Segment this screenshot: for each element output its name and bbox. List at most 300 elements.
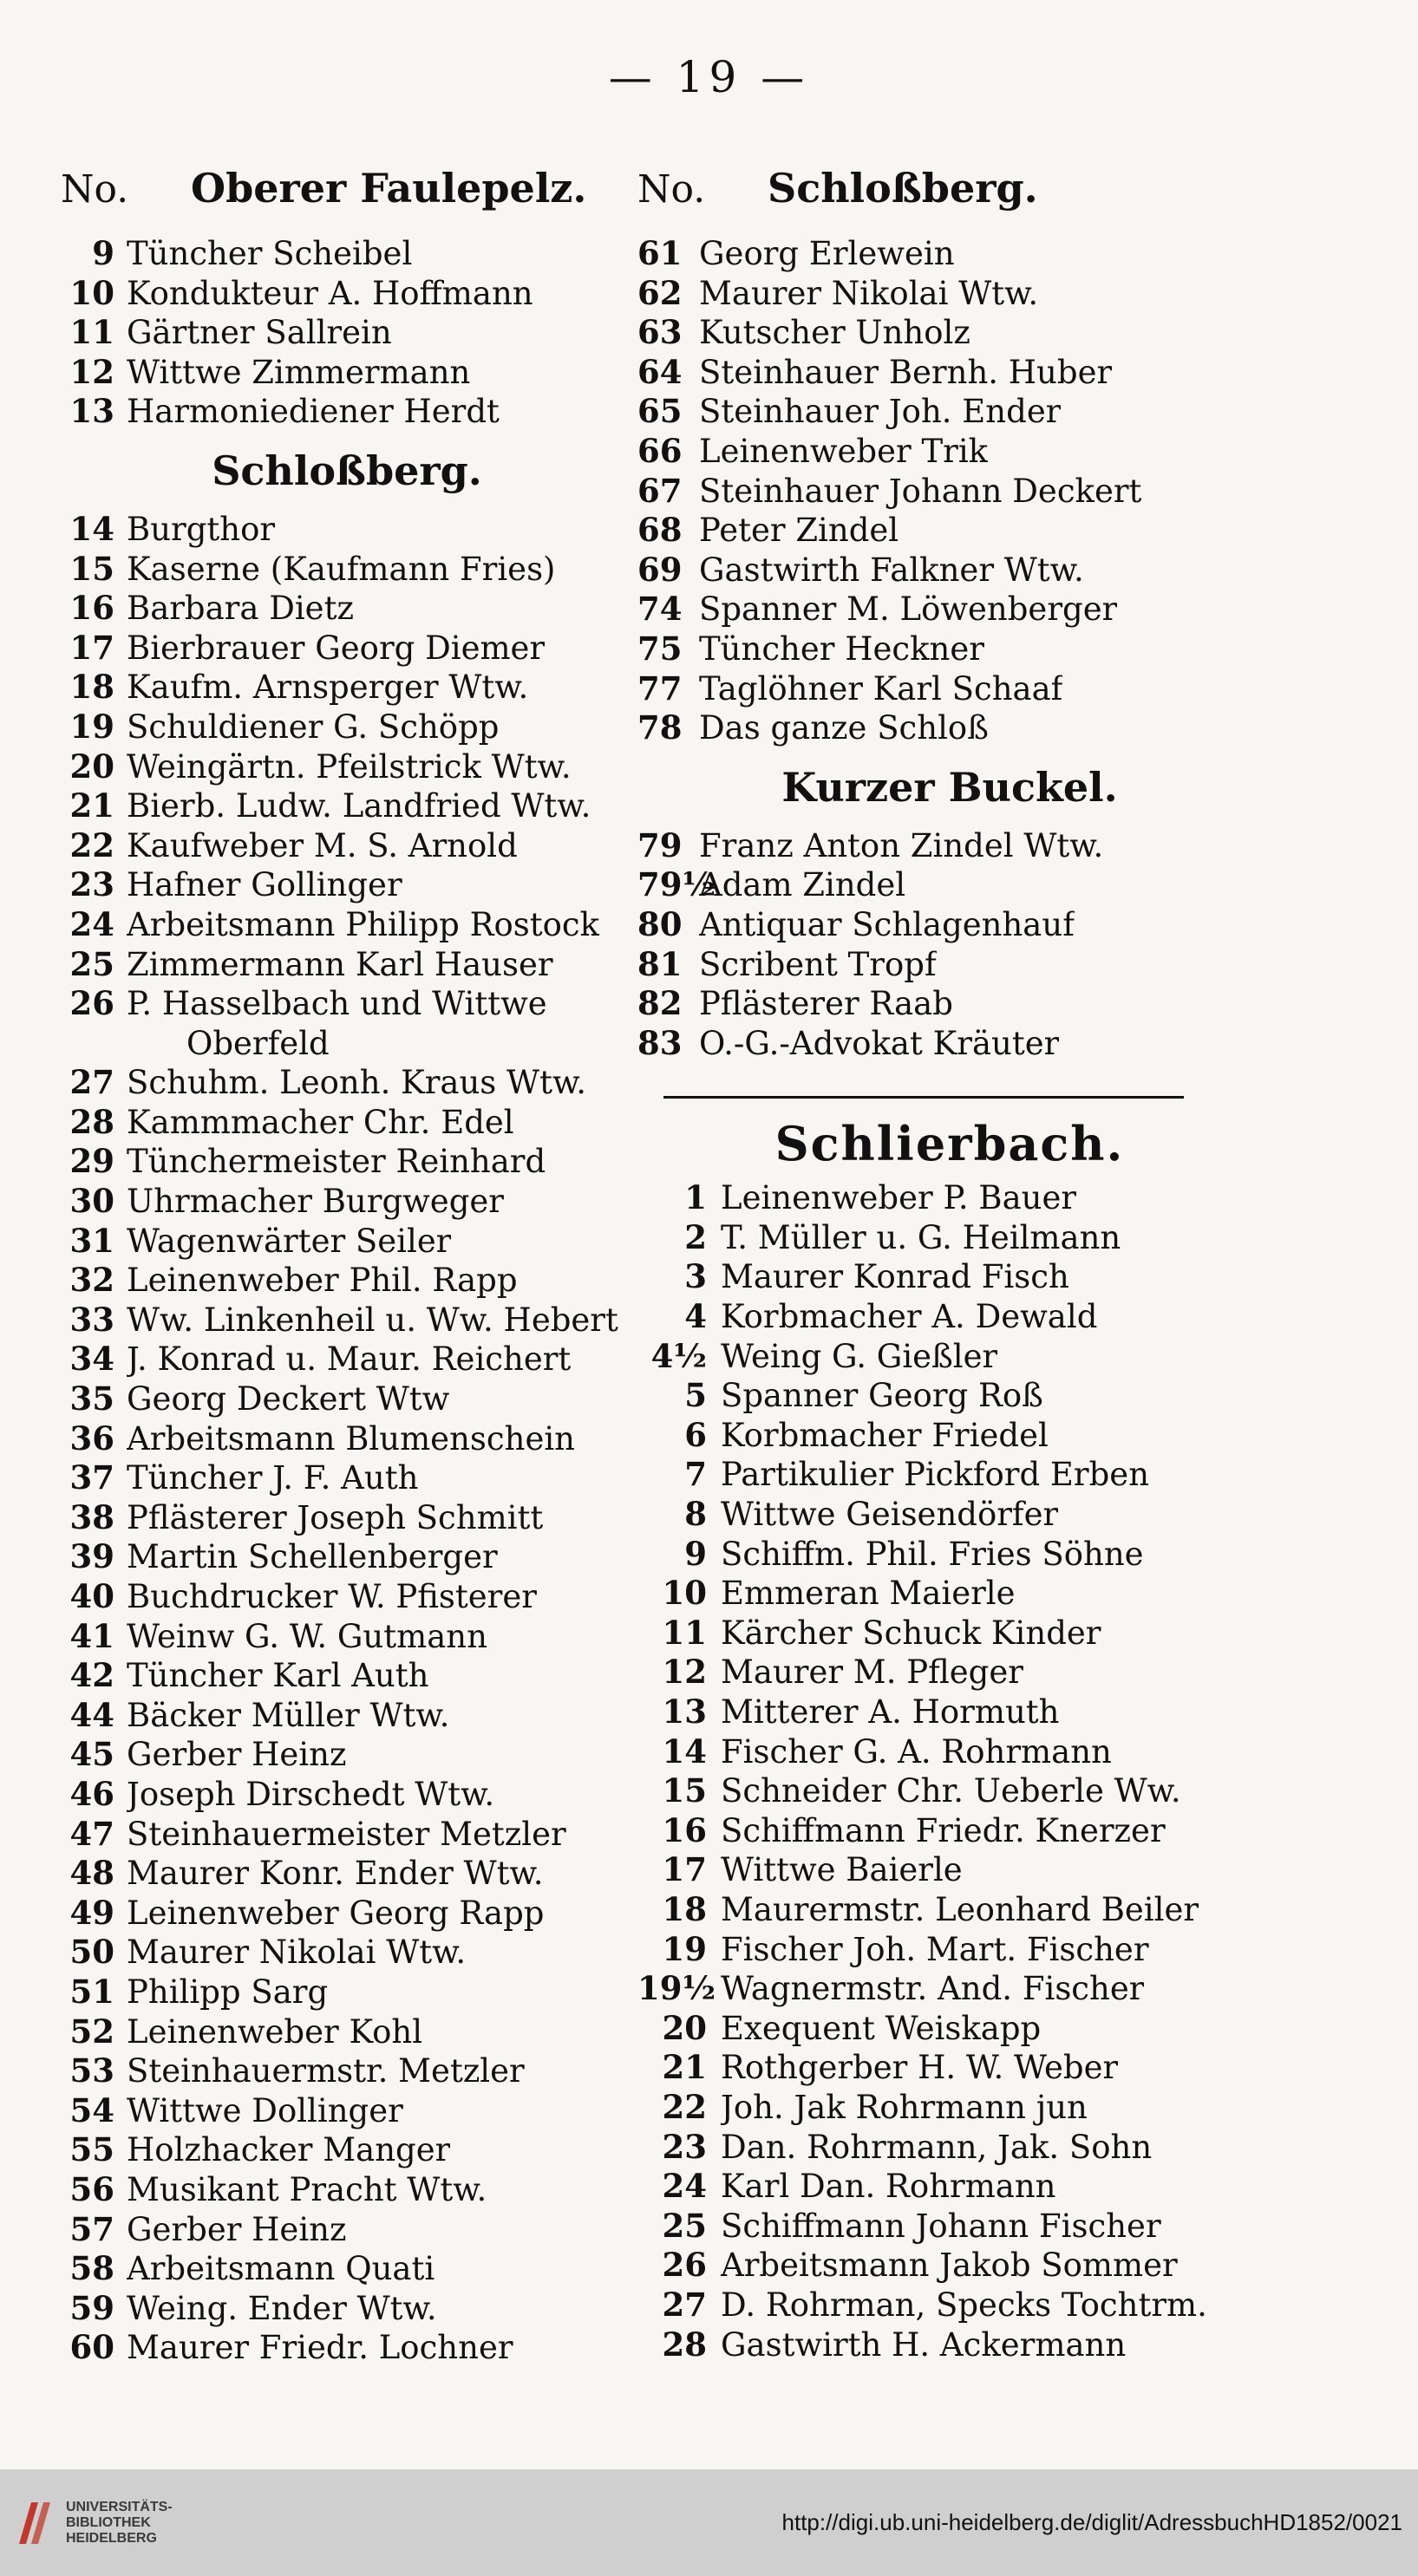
house-number: 26 bbox=[662, 2246, 707, 2285]
resident-name: Joh. Jak Rohrmann jun bbox=[721, 2088, 1088, 2126]
resident-name: Korbmacher A. Dewald bbox=[721, 1298, 1098, 1336]
resident-name: Wittwe Baierle bbox=[721, 1851, 963, 1889]
house-number: 2 bbox=[684, 1217, 707, 1256]
resident-name: Burgthor bbox=[127, 510, 276, 548]
resident-name: Tüncher Scheibel bbox=[127, 235, 413, 272]
source-url-link[interactable]: http://digi.ub.uni-heidelberg.de/diglit/AdressbuchHD1852/0021 bbox=[781, 2509, 1402, 2535]
house-number: 20 bbox=[69, 747, 114, 786]
resident-name: Korbmacher Friedel bbox=[721, 1416, 1049, 1454]
resident-name: Leinenweber Georg Rapp bbox=[127, 1894, 545, 1932]
house-number: 35 bbox=[69, 1379, 114, 1418]
house-number: 4 bbox=[684, 1297, 707, 1336]
house-number: 11 bbox=[662, 1613, 707, 1652]
house-number: 74 bbox=[637, 590, 683, 629]
house-number: 79½ bbox=[637, 865, 716, 904]
resident-name: Weing. Ender Wtw. bbox=[127, 2289, 437, 2327]
resident-name: Kärcher Schuck Kinder bbox=[721, 1614, 1101, 1652]
entry-list bbox=[61, 234, 633, 432]
resident-name: Steinhauermstr. Metzler bbox=[127, 2052, 525, 2090]
list-item bbox=[637, 1574, 1262, 1614]
page-number: — 19 — bbox=[608, 52, 810, 102]
list-item bbox=[637, 1969, 1262, 2009]
list-item bbox=[637, 1692, 1262, 1732]
list-item bbox=[61, 550, 633, 590]
resident-name: Wittwe Zimmermann bbox=[127, 353, 471, 391]
list-item bbox=[637, 590, 1262, 629]
list-item bbox=[61, 2051, 633, 2091]
house-number: 30 bbox=[69, 1182, 114, 1221]
house-number: 20 bbox=[662, 2008, 707, 2047]
list-item bbox=[637, 1218, 1262, 1258]
resident-name: Karl Dan. Rohrmann bbox=[721, 2168, 1056, 2206]
street-title: Schloßberg. bbox=[212, 447, 482, 494]
left-column bbox=[61, 165, 633, 2368]
house-number: 25 bbox=[69, 944, 114, 983]
house-number: 26 bbox=[69, 984, 114, 1023]
house-number: 14 bbox=[662, 1731, 707, 1771]
entry-list bbox=[637, 1178, 1262, 2364]
resident-name: Weing G. Gießler bbox=[721, 1337, 998, 1375]
house-number: 42 bbox=[69, 1656, 114, 1695]
resident-name: Buchdrucker W. Pfisterer bbox=[127, 1578, 537, 1615]
list-item bbox=[61, 1815, 633, 1855]
house-number: 50 bbox=[69, 1933, 114, 1972]
house-number: 19½ bbox=[637, 1969, 716, 2008]
house-number: 17 bbox=[69, 628, 114, 667]
list-item bbox=[637, 511, 1262, 551]
resident-name: Gastwirth H. Ackermann bbox=[721, 2325, 1127, 2364]
list-item bbox=[637, 629, 1262, 669]
list-item bbox=[637, 1376, 1262, 1416]
list-item bbox=[61, 1617, 633, 1657]
list-item bbox=[61, 589, 633, 629]
resident-name: Arbeitsmann Quati bbox=[127, 2250, 435, 2288]
list-item bbox=[61, 313, 633, 353]
list-item bbox=[637, 826, 1262, 866]
house-number: 16 bbox=[662, 1810, 707, 1849]
list-item bbox=[637, 392, 1262, 432]
house-number: 69 bbox=[637, 550, 683, 589]
resident-name: Weingärtn. Pfeilstrick Wtw. bbox=[127, 747, 572, 786]
list-item bbox=[61, 1222, 633, 1262]
house-number: 1 bbox=[684, 1178, 707, 1217]
house-number: 24 bbox=[662, 2167, 707, 2206]
house-number: 12 bbox=[69, 352, 114, 391]
resident-name: Schiffm. Phil. Fries Söhne bbox=[721, 1535, 1144, 1573]
resident-name: Franz Anton Zindel Wtw. bbox=[699, 826, 1104, 864]
resident-name: Barbara Dietz bbox=[127, 590, 354, 628]
list-item bbox=[61, 1103, 633, 1143]
house-number: 23 bbox=[662, 2127, 707, 2166]
resident-name: Steinhauermeister Metzler bbox=[127, 1815, 566, 1853]
resident-name: Spanner M. Löwenberger bbox=[699, 590, 1118, 629]
resident-name: Steinhauer Bernh. Huber bbox=[699, 353, 1113, 391]
list-item bbox=[637, 2167, 1262, 2207]
resident-name: Georg Deckert Wtw bbox=[127, 1380, 450, 1418]
list-item bbox=[61, 865, 633, 905]
resident-name: Wagnermstr. And. Fischer bbox=[721, 1970, 1145, 2008]
house-number: 79 bbox=[637, 825, 683, 864]
resident-name: Kondukteur A. Hoffmann bbox=[127, 274, 533, 312]
resident-name: Wagenwärter Seiler bbox=[127, 1222, 452, 1260]
list-item bbox=[61, 2091, 633, 2131]
list-item bbox=[637, 1297, 1262, 1337]
house-number: 41 bbox=[69, 1616, 114, 1655]
list-item bbox=[61, 629, 633, 668]
list-item bbox=[637, 669, 1262, 709]
list-item bbox=[637, 551, 1262, 590]
list-item bbox=[61, 1933, 633, 1973]
list-item bbox=[61, 1775, 633, 1815]
list-item bbox=[61, 2249, 633, 2289]
resident-name: Holzhacker Manger bbox=[127, 2131, 451, 2169]
house-number: 19 bbox=[662, 1929, 707, 1968]
list-item bbox=[61, 2170, 633, 2210]
list-item bbox=[637, 1811, 1262, 1851]
house-number: 10 bbox=[69, 273, 114, 312]
list-item bbox=[61, 1301, 633, 1340]
street-title: Kurzer Buckel. bbox=[781, 763, 1118, 811]
list-item bbox=[637, 1890, 1262, 1930]
house-number: 51 bbox=[69, 1972, 114, 2011]
resident-name: Kaufm. Arnsperger Wtw. bbox=[127, 668, 529, 707]
list-item bbox=[61, 2130, 633, 2170]
house-number: 75 bbox=[637, 629, 683, 668]
house-number: 63 bbox=[637, 313, 683, 352]
list-item bbox=[637, 353, 1262, 393]
resident-name: Pflästerer Raab bbox=[699, 985, 953, 1023]
house-number: 19 bbox=[69, 707, 114, 746]
list-item bbox=[637, 905, 1262, 945]
resident-name: Taglöhner Karl Schaaf bbox=[699, 669, 1063, 708]
resident-name: Maurer Konrad Fisch bbox=[721, 1258, 1069, 1296]
resident-name: Schneider Chr. Ueberle Ww. bbox=[721, 1772, 1181, 1810]
resident-name: Hafner Gollinger bbox=[127, 866, 402, 904]
resident-name: Exequent Weiskapp bbox=[721, 2009, 1042, 2047]
house-number: 62 bbox=[637, 273, 683, 312]
resident-name: Leinenweber Kohl bbox=[127, 2012, 423, 2051]
library-logo-text: UNIVERSITÄTS- BIBLIOTHEK HEIDELBERG bbox=[66, 2499, 173, 2546]
list-item bbox=[637, 313, 1262, 353]
resident-name: Leinenweber P. Bauer bbox=[721, 1179, 1077, 1217]
list-item bbox=[637, 1024, 1262, 1064]
resident-name: Martin Schellenberger bbox=[127, 1538, 498, 1576]
resident-name: Emmeran Maierle bbox=[721, 1575, 1016, 1613]
house-number: 67 bbox=[637, 471, 683, 510]
resident-name: Tüncher Heckner bbox=[699, 629, 984, 668]
list-item bbox=[61, 668, 633, 708]
house-number: 56 bbox=[69, 2169, 114, 2208]
list-item bbox=[637, 1257, 1262, 1297]
resident-name: Dan. Rohrmann, Jak. Sohn bbox=[721, 2128, 1153, 2166]
resident-name: Schiffmann Friedr. Knerzer bbox=[721, 1811, 1166, 1849]
resident-name: Kaufweber M. S. Arnold bbox=[127, 826, 518, 864]
list-item bbox=[61, 1735, 633, 1775]
list-item bbox=[61, 353, 633, 393]
house-number: 47 bbox=[69, 1814, 114, 1853]
list-item bbox=[637, 1178, 1262, 1218]
house-number: 15 bbox=[69, 549, 114, 588]
resident-name: Bierbrauer Georg Diemer bbox=[127, 629, 546, 667]
resident-name: Leinenweber Trik bbox=[699, 432, 989, 470]
house-number: 7 bbox=[684, 1455, 707, 1494]
list-item bbox=[61, 905, 633, 945]
resident-name: Gastwirth Falkner Wtw. bbox=[699, 551, 1084, 589]
house-number: 59 bbox=[69, 2288, 114, 2327]
house-number: 27 bbox=[69, 1063, 114, 1102]
list-item bbox=[637, 1850, 1262, 1890]
right-column bbox=[637, 165, 1262, 2364]
list-item bbox=[61, 984, 633, 1024]
house-number: 38 bbox=[69, 1497, 114, 1536]
list-item bbox=[637, 1653, 1262, 1692]
section-divider bbox=[663, 1096, 1184, 1099]
resident-name: Leinenweber Phil. Rapp bbox=[127, 1262, 518, 1300]
house-number: 12 bbox=[662, 1653, 707, 1692]
house-number: 53 bbox=[69, 2051, 114, 2090]
list-item bbox=[61, 2210, 633, 2250]
house-number: 29 bbox=[69, 1142, 114, 1181]
list-item bbox=[61, 2289, 633, 2329]
resident-name: Fischer G. A. Rohrmann bbox=[721, 1732, 1112, 1771]
resident-name: Musikant Pracht Wtw. bbox=[127, 2170, 487, 2208]
resident-name: Steinhauer Joh. Ender bbox=[699, 393, 1062, 431]
list-item bbox=[637, 1535, 1262, 1575]
list-item bbox=[61, 1340, 633, 1379]
resident-name: Maurer Konr. Ender Wtw. bbox=[127, 1855, 544, 1893]
house-number: 11 bbox=[69, 313, 114, 352]
house-number: 18 bbox=[69, 668, 114, 707]
house-number: 24 bbox=[69, 904, 114, 943]
house-number: 49 bbox=[69, 1893, 114, 1932]
house-number: 17 bbox=[662, 1850, 707, 1889]
list-item bbox=[637, 1930, 1262, 1970]
house-number: 52 bbox=[69, 2012, 114, 2051]
library-logo-icon bbox=[14, 2497, 56, 2549]
resident-name: Joseph Dirschedt Wtw. bbox=[127, 1775, 495, 1813]
resident-name: Bierb. Ludw. Landfried Wtw. bbox=[127, 787, 591, 825]
house-number: 28 bbox=[69, 1102, 114, 1141]
list-item bbox=[61, 1973, 633, 2012]
resident-name: T. Müller u. G. Heilmann bbox=[721, 1218, 1121, 1256]
house-number: 8 bbox=[684, 1495, 707, 1534]
resident-name: Weinw G. W. Gutmann bbox=[127, 1617, 487, 1655]
resident-name: P. Hasselbach und Wittwe bbox=[127, 985, 547, 1023]
list-item bbox=[61, 1577, 633, 1617]
list-item bbox=[637, 1455, 1262, 1495]
resident-name: Mitterer A. Hormuth bbox=[721, 1693, 1060, 1731]
house-number: 61 bbox=[637, 234, 683, 272]
resident-name: Gärtner Sallrein bbox=[127, 314, 392, 352]
house-number: 39 bbox=[69, 1537, 114, 1576]
house-number: 60 bbox=[69, 2328, 114, 2367]
resident-name: Tüncher Karl Auth bbox=[127, 1657, 429, 1695]
resident-name: Fischer Joh. Mart. Fischer bbox=[721, 1930, 1149, 1968]
resident-name: Adam Zindel bbox=[699, 866, 906, 904]
resident-name: Scribent Tropf bbox=[699, 945, 937, 983]
resident-name: Maurermstr. Leonhard Beiler bbox=[721, 1890, 1199, 1928]
entry-list bbox=[637, 234, 1262, 748]
list-item bbox=[61, 1458, 633, 1498]
right-column-header bbox=[637, 165, 1262, 234]
list-item bbox=[637, 2246, 1262, 2286]
list-item bbox=[637, 432, 1262, 472]
house-number: 46 bbox=[69, 1774, 114, 1813]
list-item bbox=[61, 945, 633, 985]
house-number: 81 bbox=[637, 944, 683, 983]
resident-name: Maurer Nikolai Wtw. bbox=[699, 274, 1039, 312]
resident-name: O.-G.-Advokat Kräuter bbox=[699, 1024, 1060, 1062]
resident-name: Schuldiener G. Schöpp bbox=[127, 708, 500, 746]
house-number: 6 bbox=[684, 1415, 707, 1454]
list-item bbox=[61, 1894, 633, 1934]
house-number: 45 bbox=[69, 1735, 114, 1774]
list-item bbox=[637, 274, 1262, 314]
list-item bbox=[61, 2328, 633, 2368]
list-item bbox=[61, 786, 633, 826]
house-number: 57 bbox=[69, 2209, 114, 2248]
resident-name: Philipp Sarg bbox=[127, 1973, 329, 2011]
house-number: 36 bbox=[69, 1418, 114, 1458]
house-number: 68 bbox=[637, 511, 683, 550]
house-number: 14 bbox=[69, 509, 114, 548]
section-title: Schlierbach. bbox=[774, 1116, 1125, 1172]
list-item bbox=[61, 1063, 633, 1103]
resident-name: Rothgerber H. W. Weber bbox=[721, 2049, 1119, 2087]
list-item bbox=[637, 2048, 1262, 2088]
resident-name: Zimmermann Karl Hauser bbox=[127, 945, 553, 983]
list-item bbox=[61, 1182, 633, 1222]
resident-name: Maurer M. Pfleger bbox=[721, 1653, 1023, 1692]
list-item bbox=[61, 234, 633, 274]
house-number: 9 bbox=[92, 234, 114, 272]
list-item bbox=[637, 1771, 1262, 1811]
house-number: 78 bbox=[637, 708, 683, 747]
list-item bbox=[637, 984, 1262, 1024]
house-number: 15 bbox=[662, 1771, 707, 1810]
list-item bbox=[637, 1337, 1262, 1377]
resident-name: Tünchermeister Reinhard bbox=[127, 1143, 546, 1181]
house-number: 5 bbox=[684, 1376, 707, 1415]
house-number: 55 bbox=[69, 2130, 114, 2169]
left-column-header bbox=[61, 165, 633, 234]
footer-bar bbox=[0, 2469, 1418, 2576]
list-item bbox=[61, 1537, 633, 1577]
list-item bbox=[637, 708, 1262, 748]
house-number: 13 bbox=[662, 1692, 707, 1731]
house-number: 23 bbox=[69, 865, 114, 904]
house-number: 77 bbox=[637, 668, 683, 708]
resident-name: Kaserne (Kaufmann Fries) bbox=[127, 550, 556, 588]
house-number: 22 bbox=[662, 2087, 707, 2126]
house-number: 31 bbox=[69, 1221, 114, 1260]
resident-name: Kammmacher Chr. Edel bbox=[127, 1103, 514, 1141]
house-number: 32 bbox=[69, 1261, 114, 1300]
resident-name: Maurer Nikolai Wtw. bbox=[127, 1934, 467, 1972]
house-number: 9 bbox=[684, 1534, 707, 1573]
house-number: 80 bbox=[637, 904, 683, 943]
house-number: 21 bbox=[662, 2048, 707, 2087]
list-item bbox=[61, 1656, 633, 1696]
list-item bbox=[61, 510, 633, 550]
list-item bbox=[61, 1419, 633, 1459]
house-number: 54 bbox=[69, 2090, 114, 2129]
resident-name: Antiquar Schlagenhauf bbox=[699, 905, 1075, 943]
resident-name: Arbeitsmann Jakob Sommer bbox=[721, 2247, 1178, 2285]
resident-name: Schuhm. Leonh. Kraus Wtw. bbox=[127, 1064, 586, 1102]
resident-name: Partikulier Pickford Erben bbox=[721, 1456, 1150, 1494]
resident-name: Georg Erlewein bbox=[699, 235, 955, 272]
house-number: 48 bbox=[69, 1854, 114, 1893]
no-label: No. bbox=[61, 167, 129, 212]
list-item bbox=[637, 945, 1262, 985]
house-number: 16 bbox=[69, 589, 114, 628]
house-number: 10 bbox=[662, 1574, 707, 1613]
street-title: Oberer Faulepelz. bbox=[191, 165, 587, 212]
entry-list bbox=[637, 826, 1262, 1064]
house-number: 4½ bbox=[650, 1336, 707, 1375]
resident-name: Wittwe Geisendörfer bbox=[721, 1496, 1059, 1534]
list-item bbox=[637, 234, 1262, 274]
resident-name: Peter Zindel bbox=[699, 512, 899, 550]
list-item bbox=[637, 2325, 1262, 2365]
resident-name: Harmoniediener Herdt bbox=[127, 393, 500, 431]
resident-name: Steinhauer Johann Deckert bbox=[699, 472, 1142, 510]
list-item bbox=[637, 1614, 1262, 1653]
house-number: 28 bbox=[662, 2325, 707, 2364]
list-item bbox=[61, 1261, 633, 1301]
house-number: 34 bbox=[69, 1340, 114, 1379]
list-item bbox=[637, 2128, 1262, 2168]
list-item bbox=[61, 747, 633, 787]
resident-name: Arbeitsmann Philipp Rostock bbox=[127, 905, 600, 943]
resident-name: J. Konrad u. Maur. Reichert bbox=[127, 1340, 572, 1379]
list-item bbox=[637, 2009, 1262, 2049]
list-item bbox=[61, 1696, 633, 1736]
house-number: 3 bbox=[684, 1257, 707, 1296]
house-number: 37 bbox=[69, 1458, 114, 1497]
house-number: 27 bbox=[662, 2285, 707, 2324]
house-number: 25 bbox=[662, 2206, 707, 2245]
list-item bbox=[61, 1142, 633, 1182]
resident-name: Bäcker Müller Wtw. bbox=[127, 1696, 450, 1734]
list-item bbox=[61, 274, 633, 314]
resident-name: Das ganze Schloß bbox=[699, 709, 989, 747]
entry-list bbox=[61, 510, 633, 2368]
resident-name: Uhrmacher Burgweger bbox=[127, 1183, 504, 1221]
house-number: 66 bbox=[637, 431, 683, 470]
list-item bbox=[61, 826, 633, 866]
list-item bbox=[61, 2012, 633, 2052]
list-item bbox=[637, 1416, 1262, 1456]
resident-name: D. Rohrman, Specks Tochtrm. bbox=[721, 2286, 1207, 2324]
list-item bbox=[61, 1854, 633, 1894]
resident-name: Maurer Friedr. Lochner bbox=[127, 2329, 513, 2367]
house-number: 44 bbox=[69, 1695, 114, 1734]
house-number: 64 bbox=[637, 352, 683, 391]
resident-name: Ww. Linkenheil u. Ww. Hebert bbox=[127, 1301, 618, 1339]
house-number: 13 bbox=[69, 392, 114, 431]
list-item bbox=[61, 708, 633, 747]
resident-name: Arbeitsmann Blumenschein bbox=[127, 1419, 576, 1458]
resident-name: Gerber Heinz bbox=[127, 1736, 347, 1774]
house-number: 21 bbox=[69, 786, 114, 825]
house-number: 22 bbox=[69, 825, 114, 864]
list-item bbox=[637, 2286, 1262, 2325]
list-item bbox=[637, 1732, 1262, 1772]
house-number: 83 bbox=[637, 1023, 683, 1062]
resident-name: Pflästerer Joseph Schmitt bbox=[127, 1498, 544, 1536]
